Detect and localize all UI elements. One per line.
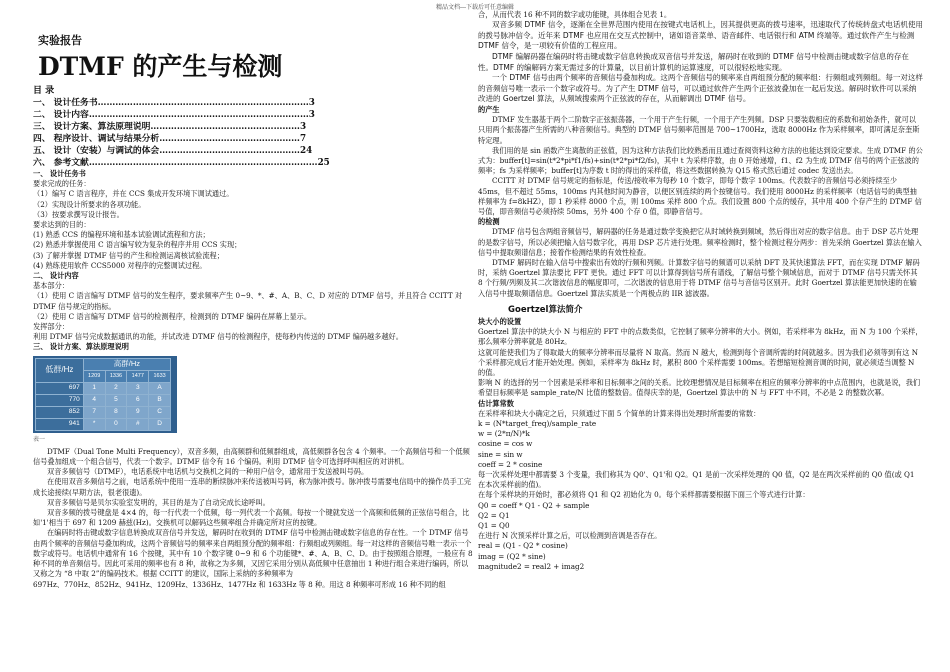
page-header: 精品文档---下载后可任意编辑 [435, 4, 515, 11]
paragraph: 基本部分： [33, 281, 69, 291]
key-cell: 7 [83, 406, 105, 418]
paragraph: 双音多频信号是贝尔实验室发明的，其目的是为了自动完成长途呼叫。 [47, 497, 270, 507]
key-cell: C [149, 406, 171, 418]
section-heading: 的检测 [478, 217, 500, 227]
document-title: DTMF 的产生与检测 [38, 52, 283, 81]
formula-line: w = (2*π/N)*k [478, 429, 530, 439]
paragraph: 要求完成的任务： [33, 179, 91, 189]
toc-item[interactable]: 一、 设计任务书………………………………………………………………3 [33, 98, 315, 108]
formula-line: Q2 = Q1 [478, 510, 510, 520]
formula-line: sine = sin w [478, 449, 523, 459]
key-cell: 5 [105, 394, 127, 406]
formula-line: coeff = 2 * cosine [478, 459, 543, 469]
toc-item[interactable]: 三、 设计方案、算法原理说明……………………………………………3 [33, 122, 307, 132]
table-row [36, 406, 171, 418]
right-column [478, 10, 923, 572]
paragraph: 在编码时将击键或数字信息转换成双音信号并发送，解码时在收到的 DTMF 信号中检测击键或数字信息的存在性。一个 DTMF 信号由两个频率的音频信号叠加构成，这两个音频信号的频率来自两组预分配的频率组：行频组或列频组。每一对这样的音频信号唯一表示一个数字或符号。电话机中通常有 16 个按键，其中有 10 个数字键 0~9 和 6 个功能键*、#、A、B、C、D。由于按照组合原理，一般应有 8 种不同的单音频信号。因此可采用的频率也有 8 种，故称之为多频，又因它采用分别从高低频中任意抽出 1 种进行组合来进行编码，所以又称之为 “8 中取 2”的编码技术。根据 CCITT 的建议，国际上采纳的多种频率为 [33, 528, 473, 579]
paragraph: 合，从而代表 16 种不同的数字或功能键，具体组合见表 1。 [478, 10, 672, 19]
toc-item[interactable]: 四、 程序设计、调试与结果分析…………………………………………7 [33, 134, 307, 144]
paragraph: DTMF 解码时在输入信号中搜索出有效的行频和列频。计算数字信号的频谱可以采纳 DFT 及其快速算法 FFT，而在实现 DTMF 解码时，采纳 Goertzel 算法要比 FFT 更快。通过 FFT 可以计算得到信号所有谱线，了解信号整个频域信息，而对于 DTMF 信号只需关怀其 8 个行频/列频及其二次谐波信息的幅度即可，二次谐波的信息用于将 DTMF 信号与音信号区别开。此时 Goertzel 算法能更加快速的在输入信号中提取频谱信息。Goertzel 算法实质是一个两极点的 IIR 滤波器。 [478, 258, 920, 298]
table-row [36, 394, 171, 406]
key-cell: 3 [127, 382, 149, 394]
paragraph: DTMF 信号包含两组音频信号，解码器的任务是通过数学变换把它从时域转换到频域，然后得出对应的数字信息。由于 DSP 芯片处理的是数字信号，所以必须把输入信号数字化，再用 DSP 芯片进行处理。频率检测时，整个检测过程分两步：首先采纳 Goertzel 算法在输入信号中提取频谱信息；接着作检测结果的有效性检查。 [478, 227, 922, 257]
key-cell: # [127, 418, 149, 430]
paragraph: CCITT 对 DTMF 信号规定的指标是，传送/接收率为每秒 10 个数字，即每个数字 100ms。代表数字的音频信号必须持续至少 45ms，但不超过 55ms，100ms 内其他时间为静音，以便区别连续的两个按键信号。我们使用 8000Hz 的采样频率（电话信号的典型抽样频率为 f=8kHZ），即 1 秒采样 8000 个点，则 100ms 采样 800 个点。我们设置 800 个点的缓存，其中用 400 个存产生的 DTMF 信号值，即音频信号必须持续 50ms，另外 400 个存 0 值，即静音信号。 [478, 176, 922, 216]
paragraph: 双音多频 DTMF 信令，逐渐在全世界范围内使用在按键式电话机上，因其提供更高的拨号速率，迅速取代了传统转盘式电话机使用的拨号脉冲信令。近年来 DTMF 也应用在交互式控制中，诸如语音菜单、语音邮件、电话银行和 ATM 终端等。通过软件产生与检测 DTMF 信令，是一项较有价值的工程应用。 [478, 20, 923, 51]
formula-line: Q1 = Q0 [478, 521, 510, 531]
toc-heading: 目 录 [33, 86, 55, 96]
paragraph: (4) 熟练使用软件 CCS5000 对程序的完整调试过程。 [33, 260, 207, 270]
paragraph: 697Hz、770Hz、852Hz、941Hz、1209Hz、1336Hz、1477Hz 和 1633Hz 等 8 种。用这 8 种频率可形成 16 种不同的组 [33, 579, 446, 589]
paragraph: 我们用的是 sin 函数产生离散的正弦值，因为这种方法我们比较熟悉而且通过查阅资料这种方法的也能达到设定要求。生成 DTMF 的公式为：buffer[t]=sin(t*2*pi*f1/fs)+sin(t*2*pi*f2/fs)，其中 t 为采样序数，由 0 开始递增，f1、f2 为生成 DTMF 信号的两个正弦波的频率；fs 为采样频率；buffer[t]为序数 t 时的得出的采样值，将这些数据转换为 Q15 格式然后通过 codec 发送出去。 [478, 145, 923, 176]
paragraph: 发挥部分： [33, 322, 69, 332]
formula-line: real = (Q1 - Q2 * cosine) [478, 541, 568, 551]
paragraph: 每一次采样处理中都需要 3 个变量，我们称其为 Q0'、Q1'和 Q2。Q1 是前一次采样处理的 Q0 值，Q2 是在两次采样前的 Q0 值(或 Q1 在本次采样前的值)。 [478, 470, 915, 490]
table-of-contents [33, 97, 473, 169]
table-caption: 表一 [33, 435, 46, 443]
low-freq-cell: 941 [36, 418, 84, 430]
formula-line: Q0 = coeff * Q1 - Q2 + sample [478, 500, 590, 510]
dtmf-frequency-table [33, 356, 177, 433]
paragraph: （2）使用 C 语言编写 DTMF 信号的检测程序，检测到的 DTMF 编码在屏幕上显示。 [33, 311, 312, 321]
paragraph: 利用 DTMF 信号完成数据通讯的功能，并试改进 DTMF 信号的检测程序，使每秒内传送的 DTMF 编码越多越好。 [33, 332, 403, 342]
toc-item[interactable]: 六、 参考文献……………………………………………………………………25 [33, 158, 330, 168]
formula-line: magnitude2 = real2 + imag2 [478, 561, 585, 571]
paragraph: (2) 熟悉并掌握使用 C 语言编写较为复杂的程序并用 CCS 实现； [33, 240, 242, 250]
section-heading: 一、 设计任务书 [33, 169, 86, 178]
table-corner-label: 低群/Hz [36, 358, 84, 382]
section-heading: 的产生 [478, 104, 500, 114]
paragraph: 在使用双音多频信号之前，电话系统中使用一连串的断续脉冲来传送被叫号码，称为脉冲拨号。脉冲拨号需要电信局中的操作员手工完成长途接续(早期方法，很老很遗)。 [33, 477, 472, 497]
section-heading: 估计算常数 [478, 398, 514, 408]
paragraph: （3）按要求撰写设计报告。 [33, 209, 124, 219]
paragraph: DTMF 编解码器在编码时将击键或数字信息转换成双音信号并发送，解码时在收到的 DTMF 信号中检测击键或数字信息的存在性。DTMF 的编解码方案无需过多的计算量，以目前计算机的运算速度，可以很轻松地实现。 [478, 51, 909, 72]
paragraph: 在采样率和块大小确定之后，只须通过下面 5 个简单的计算来得出处理时所需要的常数： [478, 408, 761, 418]
key-cell: 6 [127, 394, 149, 406]
section-heading: 三、 设计方案、算法原理说明 [33, 342, 129, 352]
high-freq-header: 1477 [127, 370, 149, 382]
paragraph: （1）使用 C 语言编写 DTMF 信号的发生程序，要求频率产生 0~9、*、#、A、B、C、D 对应的 DTMF 信号，并且符合 CCITT 对 DTMF 信号规定的指标。 [33, 291, 463, 311]
paragraph: （2）实现设计所要求的各项功能。 [33, 199, 146, 209]
toc-item[interactable]: 二、 设计内容…………………………………………………………………3 [33, 110, 315, 120]
high-freq-header: 1209 [83, 370, 105, 382]
paragraph: （1）编写 C 语言程序，并在 CCS 集成开发环境下调试通过。 [33, 189, 234, 199]
toc-item[interactable]: 五、 设计（安装）与调试的体会…………………………………………24 [33, 146, 313, 156]
paragraph: 这就可能使我们为了得取最大的频率分辨率而尽量将 N 取高。然而 N 越大，检测到每个音调所需的时间就越多。因为我们必须等到有这 N 个采样都完成后才能开始处理。例如，采样率为 8kHz 时，累积 800 个采样需要 100ms。若想缩短检测音调的时间，就必须适当调整 N 的值。 [478, 347, 918, 378]
high-freq-header: 1336 [105, 370, 127, 382]
paragraph: 双音多频的拨号键盘是 4×4 的，每一行代表一个低频，每一列代表一个高频。每按一个键就发送一个高频和低频的正弦信号组合，比如'1'相当于 697 和 1209 赫兹(Hz)。交换机可以解码这些频率组合并确定所对应的按键。 [33, 508, 470, 528]
goertzel-heading: Goertzel算法简介 [508, 304, 583, 315]
key-cell: B [149, 394, 171, 406]
paragraph: DTMF 发生器基于两个二阶数字正弦振荡器，一个用于产生行频，一个用于产生列频。DSP 只要装载相应的系数和初始条件，就可以只用两个振荡器产生所需的八种音频信号。典型的 DTMF 信号频率范围是 700~1700Hz，选取 8000Hz 作为采样频率，即可满足奈奎斯特定理。 [478, 115, 920, 145]
key-cell: * [83, 418, 105, 430]
low-freq-cell: 770 [36, 394, 84, 406]
key-cell: D [149, 418, 171, 430]
paragraph: (1) 熟悉 CCS 的编程环境和基本试验调试流程和方法； [33, 230, 210, 240]
high-freq-header: 1633 [149, 370, 171, 382]
key-cell: 1 [83, 382, 105, 394]
paragraph: 双音多频信号（DTMF），电话系统中电话机与交换机之间的一种用户信令，通常用于发送被叫号码。 [47, 467, 369, 477]
table-row [36, 418, 171, 430]
formula-line: cosine = cos w [478, 439, 533, 449]
low-freq-cell: 852 [36, 406, 84, 418]
paragraph: 要求达到的目的： [33, 220, 91, 230]
key-cell: 0 [105, 418, 127, 430]
paragraph: 在进行 N 次预采样计算之后，可以检测到音调是否存在。 [478, 531, 662, 541]
report-label: 实验报告 [38, 34, 82, 47]
high-group-label: 高群/Hz [83, 358, 170, 370]
paragraph: 一个 DTMF 信号由两个频率的音频信号叠加构成。这两个音频信号的频率来自两组预分配的频率组：行频组或列频组。每一对这样的音频信号唯一表示一个数字或符号。为了产生 DTMF 信号，可以通过软件产生两个正弦波叠加在一起后发送。解码时软件可以采纳改进的 Goertzel 算法，从频域搜索两个正弦波的存在，从而解调出 DTMF 信号。 [478, 73, 923, 104]
section-heading: 块大小的设置 [478, 317, 522, 327]
section-heading: 二、 设计内容 [33, 271, 79, 281]
table-row [36, 382, 171, 394]
paragraph: DTMF（Dual Tone Multi Frequency），双音多频，由高频群和低频群组成，高低频群各包含 4 个频率。一个高频信号和一个低频信号叠加组成一个组合信号，代表一个数字。DTMF 信令有 16 个编码。利用 DTMF 信令可选择呼叫相应的对讲机。 [33, 446, 470, 467]
key-cell: A [149, 382, 171, 394]
formula-line: imag = (Q2 * sine) [478, 551, 546, 561]
formula-line: k = (N*target_freq)/sample_rate [478, 419, 597, 429]
key-cell: 2 [105, 382, 127, 394]
key-cell: 9 [127, 406, 149, 418]
paragraph: (3) 了解并掌握 DTMF 信号的产生和检测运离核试验流程； [33, 250, 224, 260]
key-cell: 4 [83, 394, 105, 406]
paragraph: 在每个采样块的开始时，都必须将 Q1 和 Q2 初始化为 0。每个采样都需要根据下面三个等式进行计算： [478, 490, 810, 500]
key-cell: 8 [105, 406, 127, 418]
low-freq-cell: 697 [36, 382, 84, 394]
paragraph: 影响 N 的选择的另一个因素是采样率和目标频率之间的关系。比较理想情况是目标频率在相应的频率分辨率的中点范围内，也就是说，我们希望目标频率是 sample_rate/N 比值的整数倍。值得庆幸的是，Goertzel 算法中的 N 与 FFT 中不同，不必是 2 的整数次幂。 [478, 378, 921, 398]
paragraph: Goertzel 算法中的块大小 N 与相应的 FFT 中的点数类似，它控制了频率分辨率的大小。例如，若采样率为 8kHz，而 N 为 100 个采样，那么频率分辨率就是 80Hz。 [478, 327, 923, 347]
left-column [33, 10, 473, 590]
